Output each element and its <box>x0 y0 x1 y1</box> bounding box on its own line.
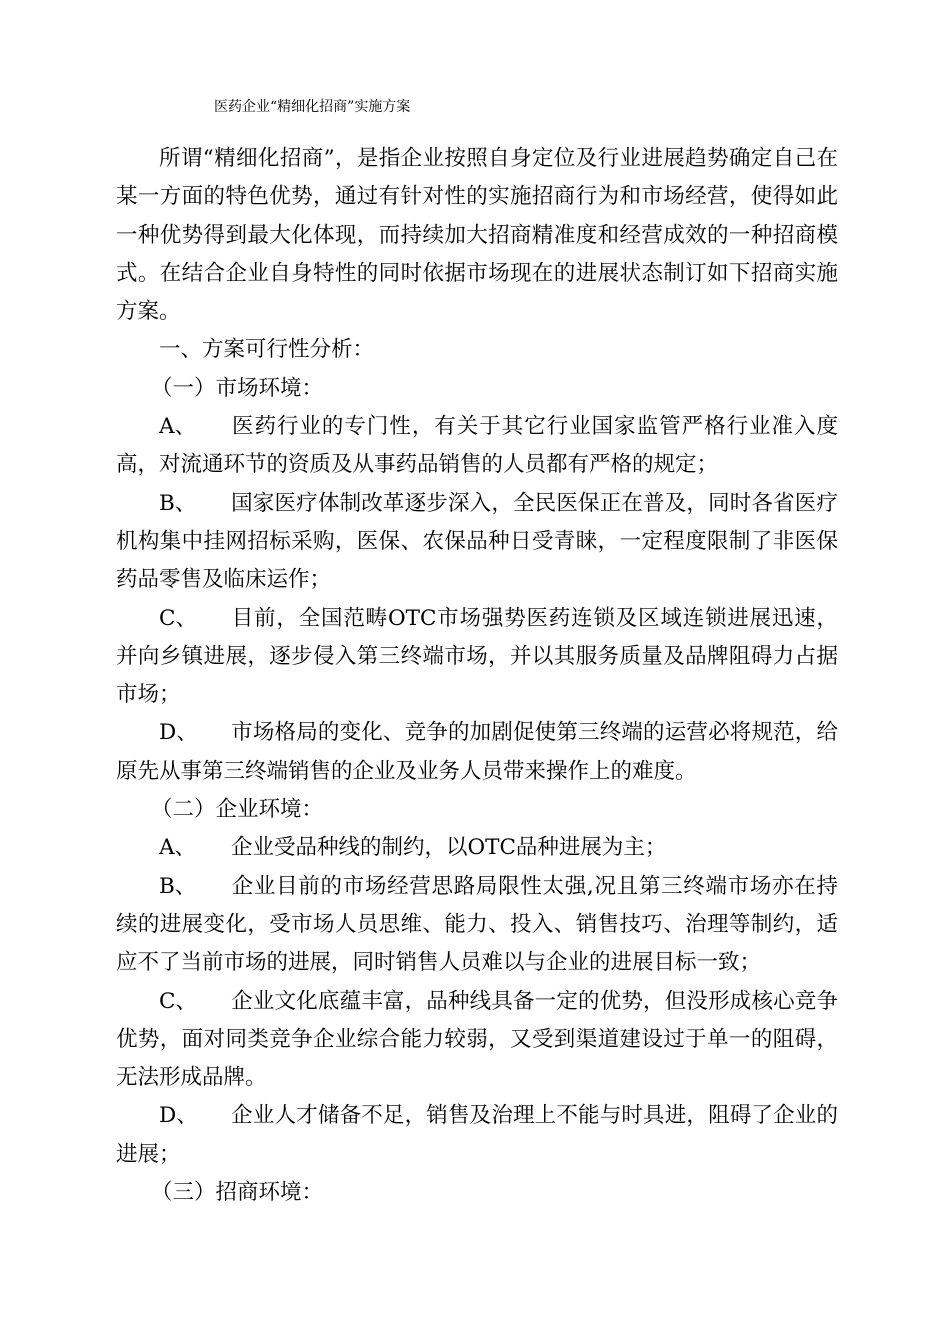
document-body <box>116 140 838 1212</box>
item-marker: B、 <box>159 873 197 899</box>
item-marker: C、 <box>159 605 197 631</box>
item-text: 企业目前的市场经营思路局限性太强,况且第三终端市场亦在持续的进展变化，受市场人员思维、能力、投入、销售技巧、治理等制约，适应不了当前市场的进展，同时销售人员难以与企业的进展目标一致； <box>116 873 838 976</box>
item-marker: A、 <box>159 414 197 440</box>
item-text: 企业文化底蕴丰富，品种线具备一定的优势，但没形成核心竞争优势，面对同类竞争企业综合能力较弱，又受到渠道建设过于单一的阻碍，无法形成品牌。 <box>116 988 838 1091</box>
item-marker: D、 <box>159 1103 198 1129</box>
intro-paragraph: 所谓“精细化招商”，是指企业按照自身定位及行业进展趋势确定自己在某一方面的特色优势，通过有针对性的实施招商行为和市场经营，使得如此一种优势得到最大化体现，而持续加大招商精准度和经营成效的一种招商模式。在结合企业自身特性的同时依据市场现在的进展状态制订如下招商实施方案。 <box>116 146 838 325</box>
item-marker: C、 <box>159 988 197 1014</box>
list-item <box>116 868 838 983</box>
list-item <box>116 485 838 600</box>
subsection-heading-market: （一）市场环境： <box>151 375 324 401</box>
item-text: 国家医疗体制改革逐步深入，全民医保正在普及，同时各省医疗机构集中挂网招标采购，医保、农保品种日受青睐，一定程度限制了非医保药品零售及临床运作； <box>116 490 838 593</box>
list-item <box>116 408 838 485</box>
subsection-heading-company: （二）企业环境： <box>151 797 324 823</box>
item-text: 企业人才储备不足，销售及治理上不能与时具进，阻碍了企业的进展； <box>116 1103 838 1167</box>
item-marker: B、 <box>159 490 197 516</box>
section-heading: 一、方案可行性分析： <box>159 337 375 363</box>
item-text: 目前，全国范畴OTC市场强势医药连锁及区域连锁进展迅速，并向乡镇进展，逐步侵入第三终端市场，并以其服务质量及品牌阻碍力占据市场； <box>116 605 838 708</box>
subsection-heading-investment: （三）招商环境： <box>151 1180 324 1206</box>
page-header: 医药企业“精细化招商”实施方案 <box>214 99 411 115</box>
item-text: 市场格局的变化、竞争的加剧促使第三终端的运营必将规范，给原先从事第三终端销售的企业及业务人员带来操作上的难度。 <box>116 720 838 784</box>
item-text: 企业受品种线的制约，以OTC品种进展为主； <box>231 835 667 861</box>
list-item <box>116 600 838 715</box>
item-marker: A、 <box>159 835 197 861</box>
item-marker: D、 <box>159 720 198 746</box>
item-text: 医药行业的专门性，有关于其它行业国家监管严格行业准入度高，对流通环节的资质及从事药品销售的人员都有严格的规定； <box>116 414 838 478</box>
list-item <box>116 714 838 791</box>
list-item <box>116 1097 838 1174</box>
list-item <box>116 983 838 1098</box>
list-item <box>116 829 838 867</box>
